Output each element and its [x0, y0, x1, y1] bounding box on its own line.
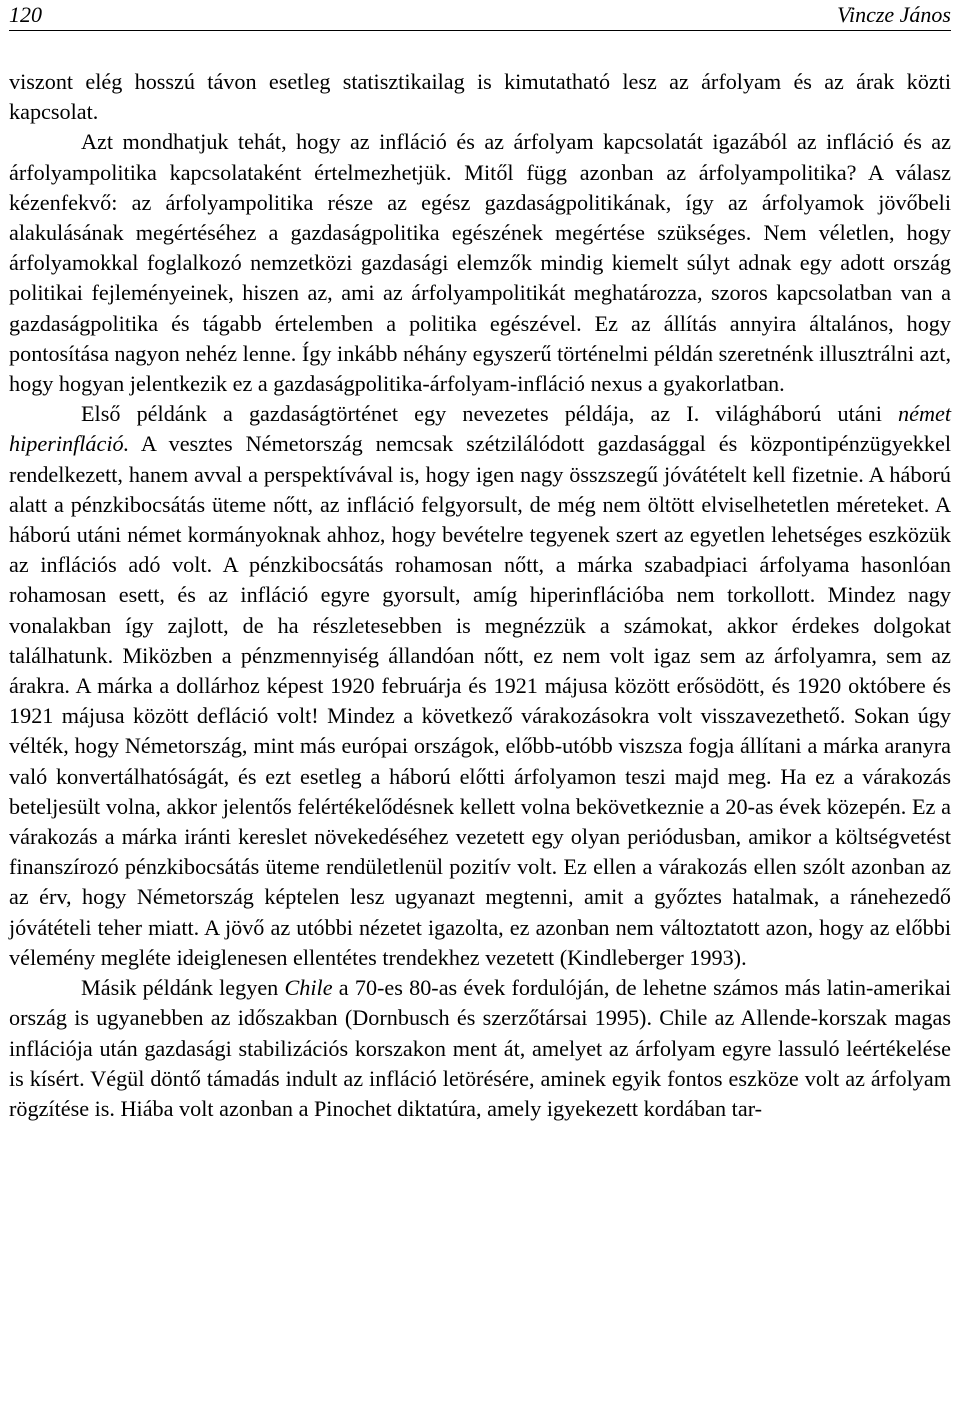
- running-header-author: Vincze János: [837, 2, 951, 27]
- emphasis-term: német hiperinfláció.: [9, 401, 952, 457]
- paragraph-continued: viszont elég hosszú távon esetleg statisztikailag is kimutatható lesz az árfolyam és az árak közti kapcsolat.: [9, 69, 951, 125]
- emphasis-term: Chile: [284, 975, 333, 1001]
- page-number: 120: [9, 2, 42, 27]
- paragraph: Másik példánk legyen Chile a 70-es 80-as évek fordulóján, de lehetne számos más latin-amerikai ország is ugyanebben az időszakban (Dornbusch és szerzőtársai 1995). Chile az Allende-korszak magas inflációja után gazdasági stabilizációs korszakon ment át, amelyet az árfolyam egyre lassuló leértékelése is kísért. Végül döntő támadás indult az infláció letörésére, aminek egyik fontos eszköze volt az árfolyam rögzítése is. Hiába volt azonban a Pinochet diktatúra, amely igyekezett kordában tar-: [9, 975, 952, 1121]
- running-header: [9, 0, 951, 31]
- paragraph: Azt mondhatjuk tehát, hogy az infláció és az árfolyam kapcsolatát igazából az infláció és az árfolyampolitika kapcsolataként értelmezhetjük. Mitől függ azonban az árfolyampolitika? A válasz kézenfekvő: az árfolyampolitika része az egész gazdaságpolitikának, így az árfolyamok jövőbeli alakulásának megértéséhez a gazdaságpolitika egészének megértése szükséges. Nem véletlen, hogy árfolyamokkal foglalkozó nemzetközi gazdasági elemzők mindig kiemelt súlyt adnak egy adott ország politikai fejleményeinek, hiszen az, ami az árfolyampolitikát meghatározza, szoros kapcsolatban van a gazdaságpolitika és tágabb értelemben a politika egészével. Ez az állítás annyira általános, hogy pontosítása nagyon nehéz lenne. Így inkább néhány egyszerű történelmi példán szeretnénk illusztrálni azt, hogy hogyan jelentkezik ez a gazdaságpolitika-árfolyam-infláció nexus a gyakorlatban.: [9, 129, 951, 397]
- paragraph: Első példánk a gazdaságtörténet egy nevezetes példája, az I. világháború utáni német hiperinfláció. A vesztes Németország nemcsak szétzilálódott gazdasággal és központipénzügyekkel rendelkezett, hanem avval a perspektívával is, hogy igen nagy összszegű jóvátételt kell fizetnie. A háború alatt a pénzkibocsátás üteme nőtt, az infláció felgyorsult, de még nem öltött elviselhetetlen méreteket. A háború utáni német kormányoknak ahhoz, hogy bevételre tegyenek szert az egyetlen lehetséges eszközük az inflációs adó volt. A pénzkibocsátás rohamosan nőtt, a márka szabadpiaci árfolyama hasonlóan rohamosan esett, és az infláció egyre gyorsult, amíg hiperinflációba nem torkollott. Mindez nagy vonalakban így zajlott, de ha részletesebben is megnézzük a számokat, akkor érdekes dolgokat találhatunk. Miközben a pénzmennyiség állandóan nőtt, ez nem volt igaz sem az árfolyamra, sem az árakra. A márka a dollárhoz képest 1920 februárja és 1921 májusa között erősödött, és 1920 októbere és 1921 májusa között defláció volt! Mindez a következő várakozásokra volt visszavezethető. Sokan úgy vélték, hogy Németország, mint más európai országok, előbb-utóbb viszsza fogja állítani a márka aranyra való konvertálhatóságát, és ezt esetleg a háború előtti árfolyamon teszi majd meg. Ha ez a várakozás beteljesült volna, akkor jelentős felértékelődésnek kellett volna bekövetkeznie a 20-as évek közepén. Ez a várakozás a márka iránti kereslet növekedéséhez vezetett egy olyan periódusban, amikor a költségvetést finanszírozó pénzkibocsátás üteme rendületlenül pozitív volt. Ez ellen a várakozás ellen szólt azonban az az érv, hogy Németország képtelen lesz ugyanazt megtenni, amit a győztes hatalmak, a ránehezedő jóvátételi teher miatt. A jövő az utóbbi nézetet igazolta, ez azonban nem változtatott azon, hogy az előbbi vélemény megléte ideiglenesen ellentétes trendekhez vezetett (Kindleberger 1993).: [9, 401, 952, 970]
- body-text: [9, 67, 951, 1124]
